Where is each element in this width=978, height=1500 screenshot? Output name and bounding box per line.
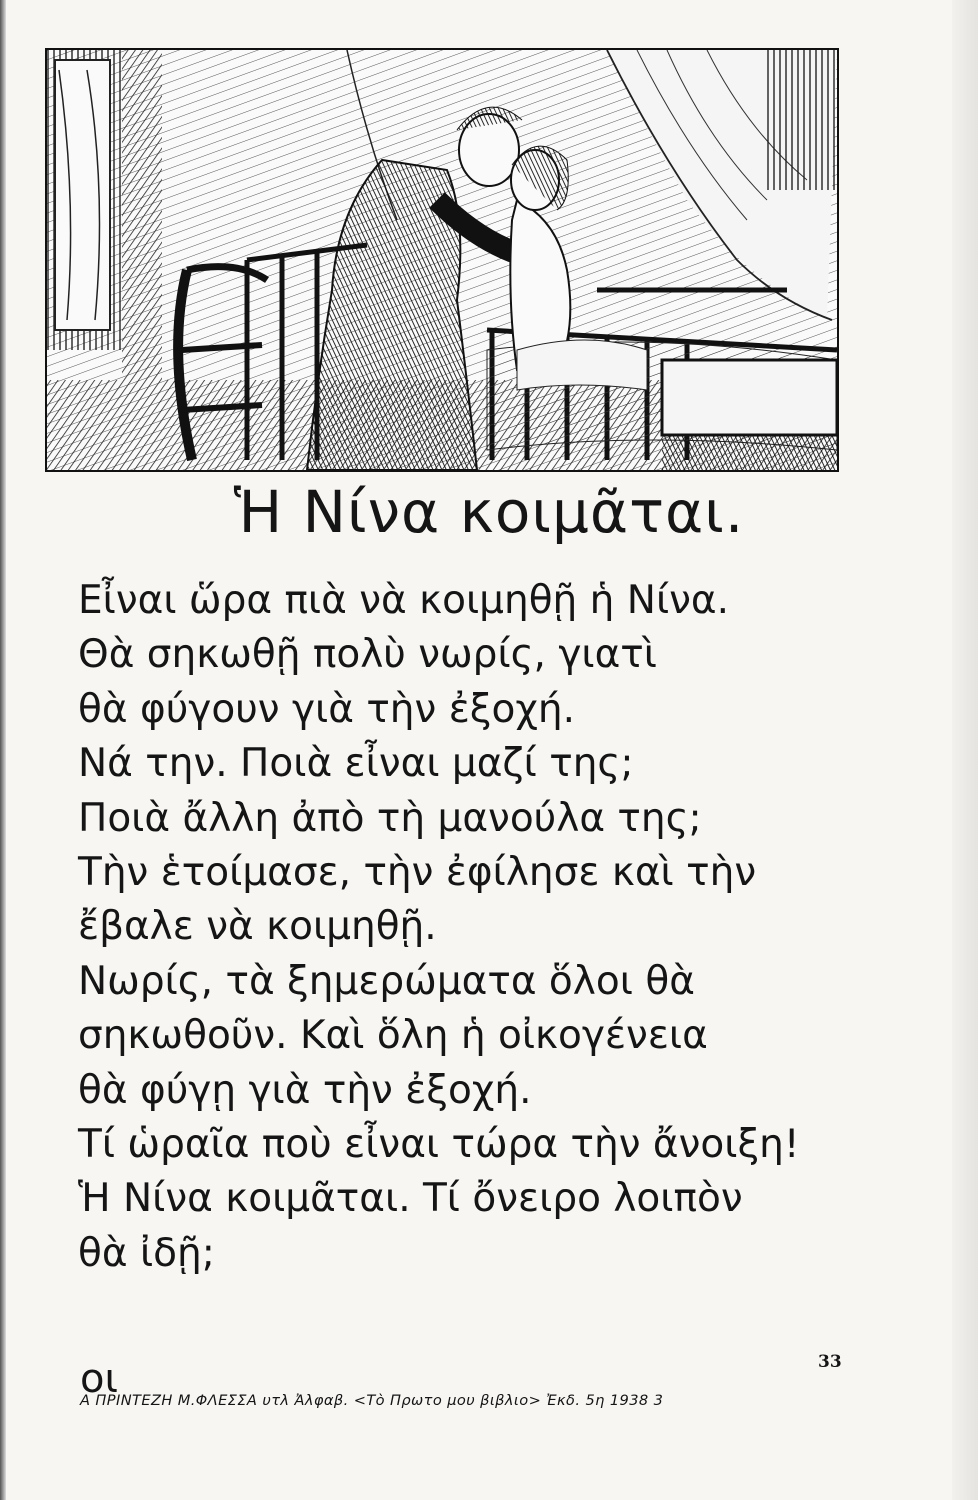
text-line: Ποιὰ ἄλλη ἀπὸ τὴ μανούλα της; bbox=[78, 795, 702, 841]
page-right-edge bbox=[952, 0, 978, 1500]
source-citation: Α ΠΡΙΝΤΕΖΗ Μ.ΦΛΕΣΣΑ υτλ Ἀλφαβ. <Τὸ Πρωτο μου βιβλιο> Ἐκδ. 5η 1938 3 bbox=[80, 1392, 664, 1409]
text-line: Τὴν ἑτοίμασε, τὴν ἐφίλησε καὶ τὴν bbox=[78, 850, 757, 896]
text-line: Νωρίς, τὰ ξημερώματα ὅλοι θὰ bbox=[78, 958, 695, 1004]
text-line: Τί ὡραῖα ποὺ εἶναι τώρα τὴν ἄνοιξη! bbox=[78, 1122, 800, 1168]
page-left-edge bbox=[0, 0, 6, 1500]
page-number: 33 bbox=[818, 1352, 842, 1372]
text-line: θὰ φύγῃ γιὰ τὴν ἐξοχή. bbox=[78, 1067, 532, 1113]
text-line: Θὰ σηκωθῇ πολὺ νωρίς, γιατὶ bbox=[78, 632, 657, 678]
text-line: Ἡ Νίνα κοιμᾶται. Τί ὄνειρο λοιπὸν bbox=[78, 1176, 743, 1222]
text-line: θὰ ἰδῇ; bbox=[78, 1230, 215, 1276]
lesson-text bbox=[78, 574, 878, 1281]
text-line: Νά την. Ποιὰ εἶναι μαζί της; bbox=[78, 741, 634, 787]
text-line: σηκωθοῦν. Καὶ ὅλη ἡ οἰκογένεια bbox=[78, 1013, 708, 1059]
lesson-title: Ἡ Νίνα κοιμᾶται. bbox=[233, 478, 745, 546]
text-line: Εἶναι ὥρα πιὰ νὰ κοιμηθῇ ἡ Νίνα. bbox=[78, 578, 730, 623]
lesson-letters: οι bbox=[80, 1356, 119, 1402]
text-line: θὰ φύγουν γιὰ τὴν ἐξοχή. bbox=[78, 686, 576, 732]
illustration-mother-and-child bbox=[45, 48, 839, 472]
text-line: ἔβαλε νὰ κοιμηθῇ. bbox=[78, 904, 437, 950]
